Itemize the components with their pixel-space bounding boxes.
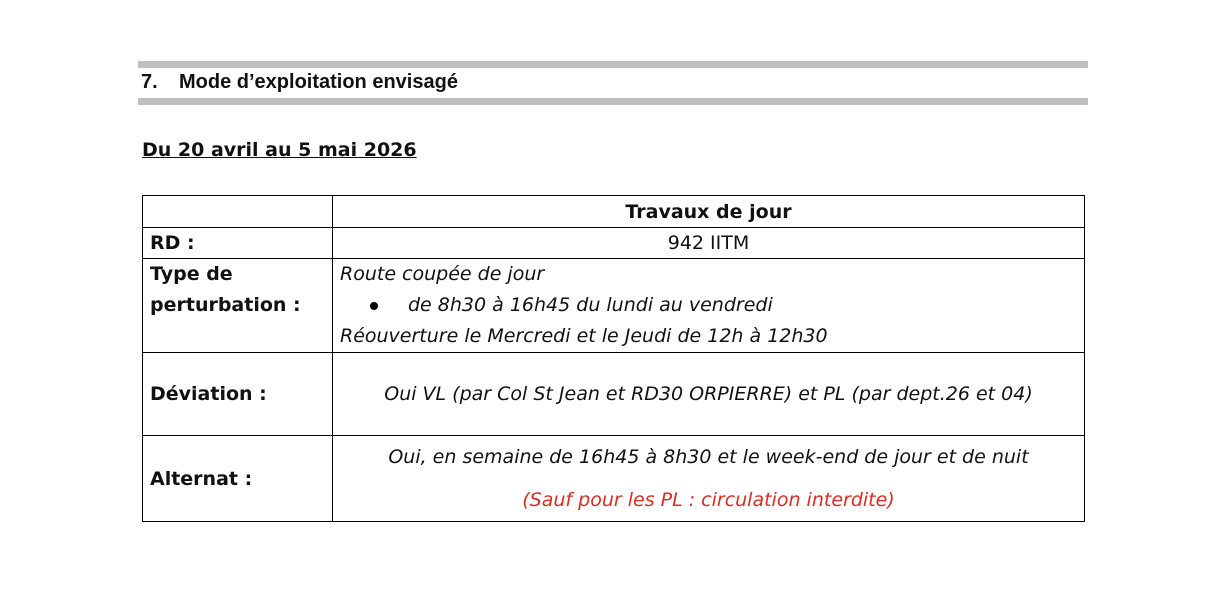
- section-rule-bottom: [138, 98, 1088, 105]
- header-empty-cell: [143, 196, 333, 228]
- bullet-icon: [370, 302, 378, 310]
- type-label-spacer: [150, 321, 325, 352]
- type-line1: Route coupée de jour: [340, 263, 545, 285]
- type-line3: Réouverture le Mercredi et le Jeudi de 12h à 12h30: [340, 325, 828, 347]
- type-bullet-text: de 8h30 à 16h45 du lundi au vendredi: [408, 294, 773, 316]
- section-title: Mode d’exploitation envisagé: [179, 71, 458, 93]
- table-row-alternat: [143, 436, 1085, 522]
- deviation-value: Oui VL (par Col St Jean et RD30 ORPIERRE) et PL (par dept.26 et 04): [333, 353, 1085, 436]
- alternat-label: Alternat :: [143, 436, 333, 522]
- alternat-value: [333, 436, 1085, 522]
- type-bullet-item: [340, 290, 1077, 321]
- table-header-row: [143, 196, 1085, 228]
- period-heading: Du 20 avril au 5 mai 2026: [142, 139, 417, 161]
- type-label-line1: Type de: [150, 263, 233, 285]
- operations-table: [142, 195, 1085, 522]
- type-label: [143, 259, 333, 353]
- rd-value: 942 IITM: [333, 228, 1085, 259]
- type-value: [333, 259, 1085, 353]
- rd-label: RD :: [143, 228, 333, 259]
- table-row-deviation: [143, 353, 1085, 436]
- type-label-line2: perturbation :: [150, 294, 301, 316]
- alternat-warning: (Sauf pour les PL : circulation interdite): [522, 488, 895, 511]
- table-row-type: [143, 259, 1085, 353]
- deviation-label: Déviation :: [143, 353, 333, 436]
- section-rule-top: [138, 61, 1088, 68]
- section-number: 7.: [141, 71, 158, 93]
- section-heading: [141, 71, 458, 94]
- table-row-rd: [143, 228, 1085, 259]
- table-header: Travaux de jour: [333, 196, 1085, 228]
- alternat-line1: Oui, en semaine de 16h45 à 8h30 et le week-end de jour et de nuit: [388, 445, 1029, 468]
